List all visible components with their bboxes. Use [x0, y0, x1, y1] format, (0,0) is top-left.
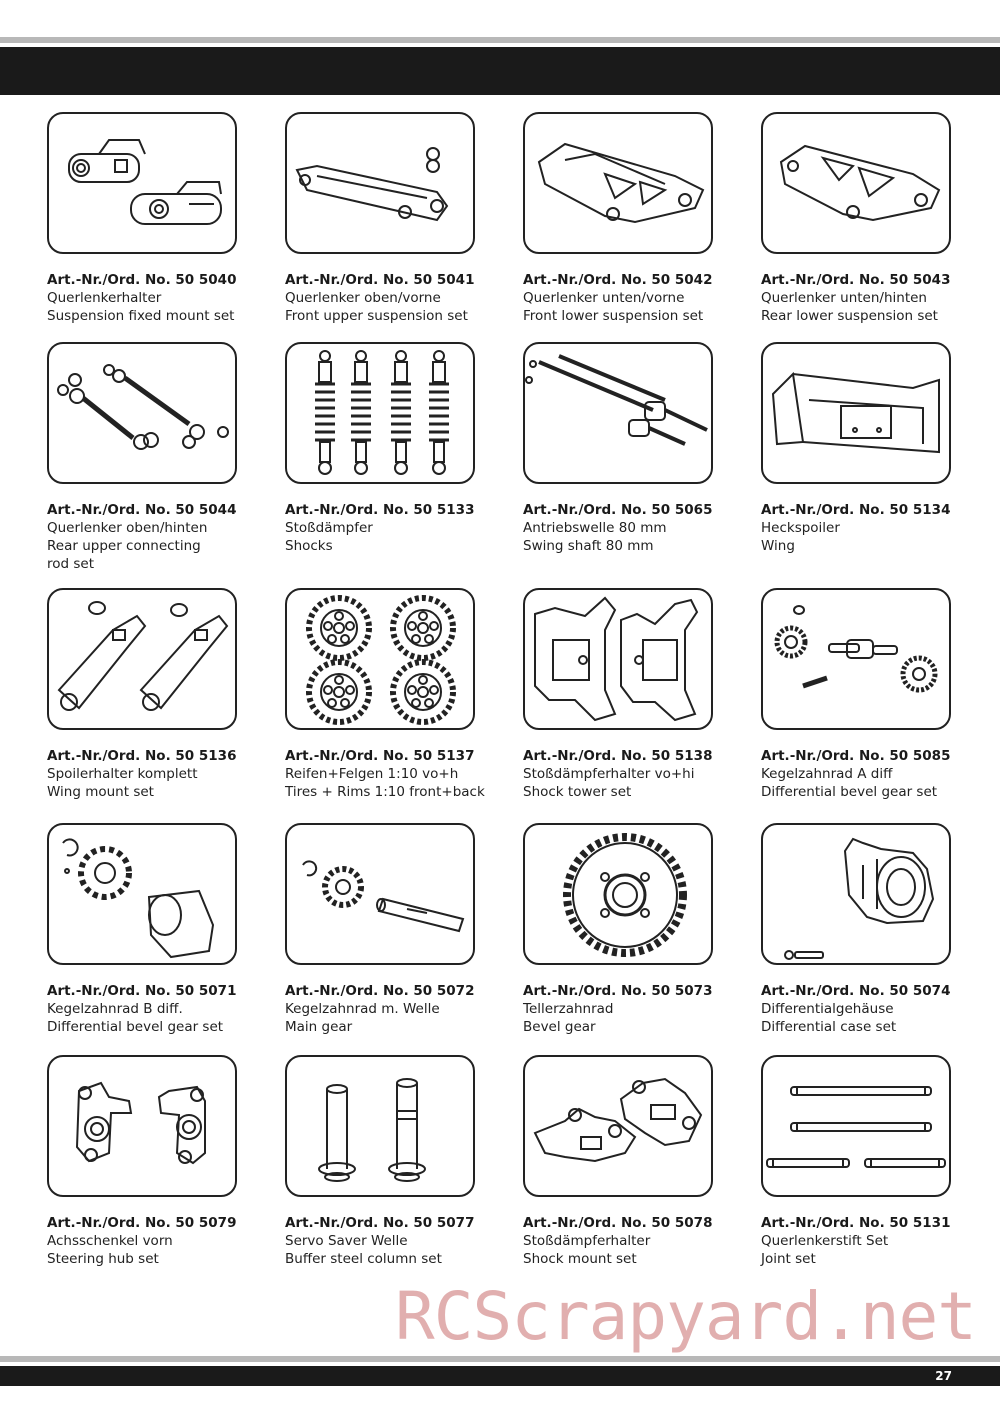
german-name: Querlenkerhalter — [47, 290, 162, 306]
part-card-5074 — [761, 823, 961, 1036]
english-name: Steering hub set — [47, 1251, 159, 1267]
post-icon — [285, 1055, 475, 1197]
part-card-5071 — [47, 823, 247, 1036]
article-number: Art.-Nr./Ord. No. 50 5071 — [47, 983, 237, 999]
watermark: RCScrapyard.net — [395, 1278, 977, 1355]
part-card-5073 — [523, 823, 723, 1036]
pinion-shaft-icon — [285, 823, 475, 965]
german-name: Querlenker oben/vorne — [285, 290, 441, 306]
english-name: Suspension fixed mount set — [47, 308, 235, 324]
article-number: Art.-Nr./Ord. No. 50 5085 — [761, 748, 951, 764]
article-number: Art.-Nr./Ord. No. 50 5077 — [285, 1215, 475, 1231]
english-name: Shocks — [285, 538, 333, 554]
german-name: Querlenker unten/hinten — [761, 290, 927, 306]
turnbuckle-icon — [47, 342, 237, 484]
driveshaft-icon — [523, 342, 713, 484]
german-name: Querlenkerstift Set — [761, 1233, 889, 1249]
wing-mount-icon — [47, 588, 237, 730]
english-name: Shock tower set — [523, 784, 632, 800]
article-number: Art.-Nr./Ord. No. 50 5131 — [761, 1215, 951, 1231]
article-number: Art.-Nr./Ord. No. 50 5041 — [285, 272, 475, 288]
lower-arm-icon — [761, 112, 951, 254]
part-card-5085 — [761, 588, 961, 801]
lower-arm-icon — [523, 112, 713, 254]
wing-icon — [761, 342, 951, 484]
english-name-line2: rod set — [47, 556, 95, 572]
english-name: Shock mount set — [523, 1251, 637, 1267]
gear-cup-icon — [47, 823, 237, 965]
english-name: Joint set — [761, 1251, 816, 1267]
german-name: Stoßdämpferhalter — [523, 1233, 651, 1249]
english-name: Swing shaft 80 mm — [523, 538, 654, 554]
english-name: Front upper suspension set — [285, 308, 468, 324]
ring-gear-icon — [523, 823, 713, 965]
shock-mount-icon — [523, 1055, 713, 1197]
german-name: Servo Saver Welle — [285, 1233, 408, 1249]
part-card-5077 — [285, 1055, 485, 1268]
shock-tower-icon — [523, 588, 713, 730]
german-name: Querlenker oben/hinten — [47, 520, 208, 536]
german-name: Tellerzahnrad — [523, 1001, 614, 1017]
article-number: Art.-Nr./Ord. No. 50 5136 — [47, 748, 237, 764]
article-number: Art.-Nr./Ord. No. 50 5137 — [285, 748, 475, 764]
english-name: Wing — [761, 538, 795, 554]
english-name: Buffer steel column set — [285, 1251, 442, 1267]
english-name: Rear upper connecting — [47, 538, 201, 554]
english-name: Main gear — [285, 1019, 353, 1035]
part-card-5136 — [47, 588, 247, 801]
english-name: Bevel gear — [523, 1019, 596, 1035]
article-number: Art.-Nr./Ord. No. 50 5138 — [523, 748, 713, 764]
article-number: Art.-Nr./Ord. No. 50 5044 — [47, 502, 237, 518]
article-number: Art.-Nr./Ord. No. 50 5042 — [523, 272, 713, 288]
part-card-5131 — [761, 1055, 961, 1268]
pin-icon — [761, 1055, 951, 1197]
part-card-5133 — [285, 342, 485, 555]
english-name: Rear lower suspension set — [761, 308, 938, 324]
german-name: Heckspoiler — [761, 520, 840, 536]
bottom-rule — [0, 1356, 1000, 1362]
part-card-5078 — [523, 1055, 723, 1268]
article-number: Art.-Nr./Ord. No. 50 5072 — [285, 983, 475, 999]
shock-icon — [285, 342, 475, 484]
part-card-5072 — [285, 823, 485, 1036]
upper-arm-icon — [285, 112, 475, 254]
german-name: Spoilerhalter komplett — [47, 766, 198, 782]
part-card-5138 — [523, 588, 723, 801]
article-number: Art.-Nr./Ord. No. 50 5134 — [761, 502, 951, 518]
article-number: Art.-Nr./Ord. No. 50 5073 — [523, 983, 713, 999]
english-name: Front lower suspension set — [523, 308, 704, 324]
diff-case-icon — [761, 823, 951, 965]
german-name: Querlenker unten/vorne — [523, 290, 685, 306]
german-name: Stoßdämpferhalter vo+hi — [523, 766, 695, 782]
german-name: Achsschenkel vorn — [47, 1233, 173, 1249]
part-card-5065 — [523, 342, 723, 555]
part-card-5040 — [47, 112, 247, 325]
header-band — [0, 47, 1000, 95]
bevel-gear-icon — [761, 588, 951, 730]
german-name: Differentialgehäuse — [761, 1001, 894, 1017]
german-name: Kegelzahnrad m. Welle — [285, 1001, 440, 1017]
article-number: Art.-Nr./Ord. No. 50 5079 — [47, 1215, 237, 1231]
english-name: Differential bevel gear set — [761, 784, 938, 800]
part-card-5042 — [523, 112, 723, 325]
german-name: Antriebswelle 80 mm — [523, 520, 667, 536]
part-card-5044 — [47, 342, 247, 573]
wheel-icon — [285, 588, 475, 730]
article-number: Art.-Nr./Ord. No. 50 5133 — [285, 502, 475, 518]
part-card-5134 — [761, 342, 961, 555]
footer-band — [0, 1366, 1000, 1386]
part-card-5079 — [47, 1055, 247, 1268]
german-name: Kegelzahnrad B diff. — [47, 1001, 183, 1017]
top-rule — [0, 37, 1000, 43]
part-card-5043 — [761, 112, 961, 325]
suspension-mount-icon — [47, 112, 237, 254]
english-name: Differential case set — [761, 1019, 897, 1035]
article-number: Art.-Nr./Ord. No. 50 5043 — [761, 272, 951, 288]
part-card-5041 — [285, 112, 485, 325]
article-number: Art.-Nr./Ord. No. 50 5040 — [47, 272, 237, 288]
german-name: Kegelzahnrad A diff — [761, 766, 893, 782]
article-number: Art.-Nr./Ord. No. 50 5074 — [761, 983, 951, 999]
english-name: Wing mount set — [47, 784, 154, 800]
part-card-5137 — [285, 588, 485, 801]
german-name: Stoßdämpfer — [285, 520, 373, 536]
article-number: Art.-Nr./Ord. No. 50 5065 — [523, 502, 713, 518]
german-name: Reifen+Felgen 1:10 vo+h — [285, 766, 459, 782]
steering-hub-icon — [47, 1055, 237, 1197]
english-name: Differential bevel gear set — [47, 1019, 224, 1035]
page-number: 27 — [935, 1369, 952, 1383]
article-number: Art.-Nr./Ord. No. 50 5078 — [523, 1215, 713, 1231]
english-name: Tires + Rims 1:10 front+back — [285, 784, 485, 800]
